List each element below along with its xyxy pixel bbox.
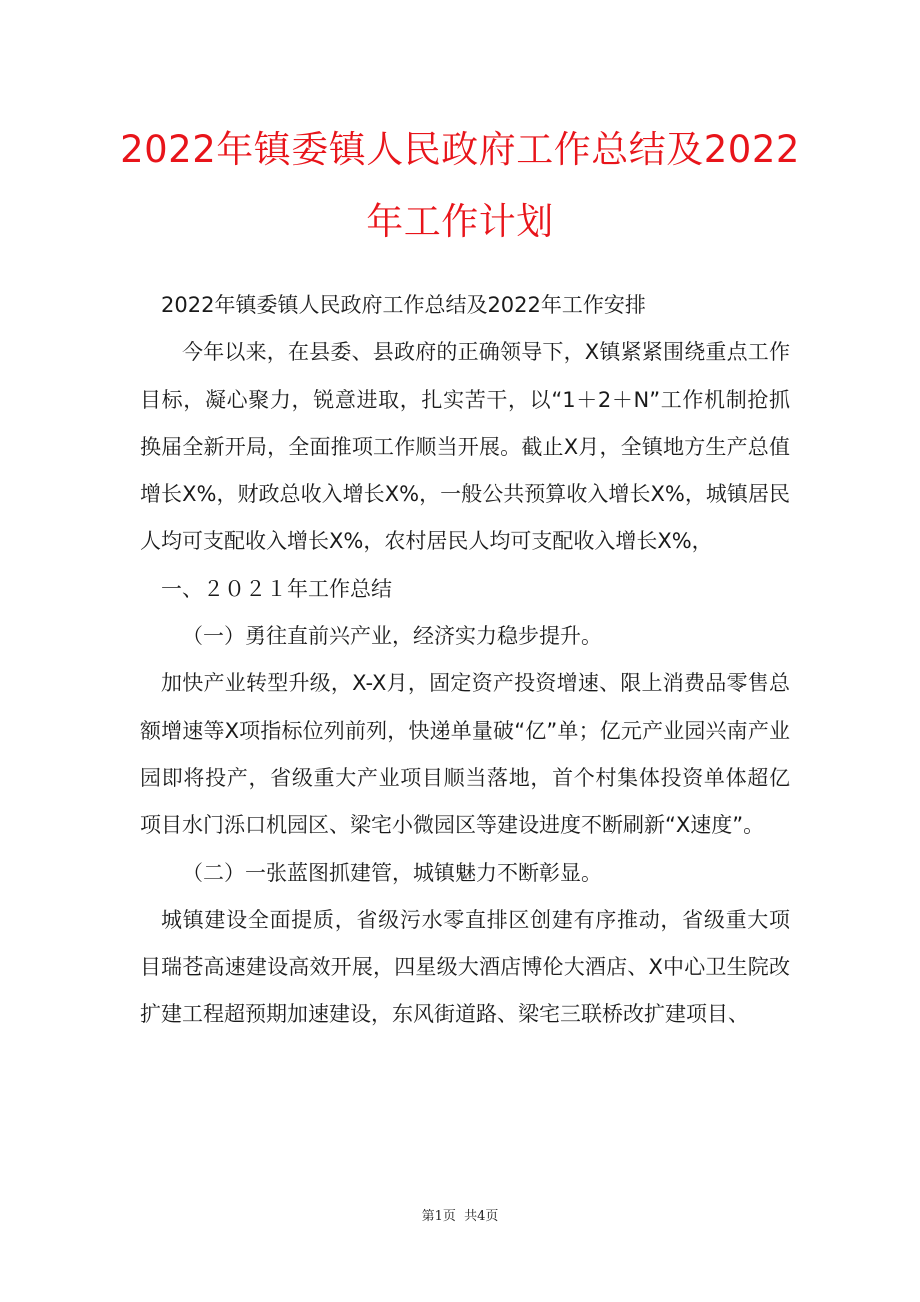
subsection-heading-2: （二）一张蓝图抓建管，城镇魅力不断彰显。: [182, 860, 602, 885]
body-paragraph-industry: 加快产业转型升级，X-X月，固定资产投资增速、限上消费品零售总额增速等X项指标位列前列，快递单量破“亿”单；亿元产业园兴南产业园即将投产，省级重大产业项目顺当落地，首个村集体投资单体超亿项目水门泺口机园区、梁宅小微园区等建设进度不断刷新“X速度”。: [140, 671, 790, 838]
section-heading-2021-summary: 一、２０２１年工作总结: [161, 576, 392, 601]
page-footer: [0, 1205, 920, 1224]
document-title-line-1: 2022年镇委镇人民政府工作总结及2022: [120, 128, 800, 171]
body-paragraph-subtitle: 2022年镇委镇人民政府工作总结及2022年工作安排: [161, 293, 646, 317]
page-number: 第1页: [421, 1209, 456, 1224]
body-paragraph-intro: 今年以来，在县委、县政府的正确领导下，X镇紧紧围绕重点工作目标，凝心聚力，锐意进取，扎实苦干，以“1＋2＋N”工作机制抢抓换届全新开局，全面推项工作顺当开展。截止X月，全镇地方生产总值增长X%，财政总收入增长X%，一般公共预算收入增长X%，城镇居民人均可支配收入增长X%，农村居民人均可支配收入增长X%，: [140, 340, 790, 554]
page-total: 共4页: [464, 1209, 499, 1224]
document-body: [140, 282, 790, 1039]
body-paragraph-urban: 城镇建设全面提质，省级污水零直排区创建有序推动，省级重大项目瑞苍高速建设高效开展，四星级大酒店博伦大酒店、X中心卫生院改扩建工程超预期加速建设，东风街道路、梁宅三联桥改扩建项目、: [140, 907, 790, 1027]
subsection-heading-1: （一）勇往直前兴产业，经济实力稳步提升。: [182, 624, 602, 649]
document-title-line-2: 年工作计划: [366, 200, 554, 243]
